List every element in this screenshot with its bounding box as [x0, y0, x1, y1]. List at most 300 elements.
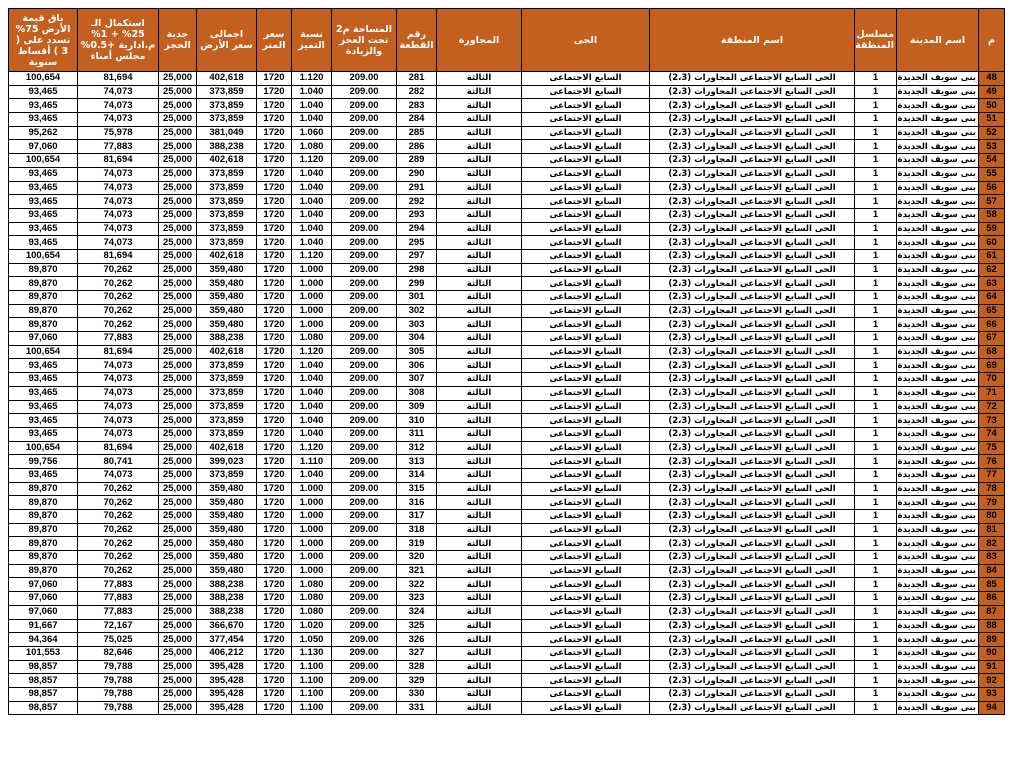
premium-rate-cell: 1.000 [292, 482, 332, 496]
zone-serial-cell: 1 [855, 249, 897, 263]
meter-price-cell: 1720 [257, 140, 292, 154]
city-cell: بنى سويف الجديدة [897, 277, 979, 291]
table-row [9, 551, 1005, 565]
meter-price-cell: 1720 [257, 619, 292, 633]
plot-number-cell: 302 [397, 304, 437, 318]
total-price-cell: 373,859 [197, 222, 257, 236]
table-row [9, 249, 1005, 263]
completion-cell: 77,883 [78, 140, 159, 154]
reservation-cell: 25,000 [159, 592, 197, 606]
neighborhood-cell: الثالثة [437, 208, 522, 222]
table-row [9, 263, 1005, 277]
neighborhood-cell: الثالثة [437, 318, 522, 332]
area-cell: 209.00 [332, 126, 397, 140]
premium-rate-cell: 1.080 [292, 605, 332, 619]
district-cell: السابع الاجتماعى [522, 510, 650, 524]
remaining-cell: 89,870 [9, 551, 78, 565]
reservation-cell: 25,000 [159, 674, 197, 688]
zone-cell: الحى السابع الاجتماعى المجاورات (2،3) [650, 441, 855, 455]
neighborhood-cell: الثالثة [437, 373, 522, 387]
table-row [9, 304, 1005, 318]
table-row [9, 277, 1005, 291]
table-row [9, 195, 1005, 209]
meter-price-cell: 1720 [257, 126, 292, 140]
completion-cell: 74,073 [78, 195, 159, 209]
zone-cell: الحى السابع الاجتماعى المجاورات (2،3) [650, 359, 855, 373]
land-price-table [8, 8, 1005, 715]
remaining-cell: 95,262 [9, 126, 78, 140]
neighborhood-cell: الثالثة [437, 646, 522, 660]
completion-cell: 70,262 [78, 496, 159, 510]
index-cell: 72 [979, 400, 1005, 414]
district-cell: السابع الاجتماعى [522, 523, 650, 537]
neighborhood-cell: الثالثة [437, 633, 522, 647]
district-cell: السابع الاجتماعى [522, 345, 650, 359]
zone-serial-cell: 1 [855, 551, 897, 565]
zone-cell: الحى السابع الاجتماعى المجاورات (2،3) [650, 222, 855, 236]
city-cell: بنى سويف الجديدة [897, 181, 979, 195]
plot-number-cell: 282 [397, 85, 437, 99]
remaining-cell: 93,465 [9, 113, 78, 127]
premium-rate-cell: 1.060 [292, 126, 332, 140]
table-row [9, 496, 1005, 510]
neighborhood-cell: الثالثة [437, 427, 522, 441]
district-cell: السابع الاجتماعى [522, 551, 650, 565]
total-price-cell: 395,428 [197, 660, 257, 674]
header-area: المساحة م2 تحت العجز والزيادة [332, 9, 397, 72]
zone-serial-cell: 1 [855, 236, 897, 250]
zone-cell: الحى السابع الاجتماعى المجاورات (2،3) [650, 510, 855, 524]
plot-number-cell: 322 [397, 578, 437, 592]
total-price-cell: 373,859 [197, 85, 257, 99]
premium-rate-cell: 1.040 [292, 167, 332, 181]
plot-number-cell: 315 [397, 482, 437, 496]
plot-number-cell: 289 [397, 154, 437, 168]
premium-rate-cell: 1.100 [292, 674, 332, 688]
zone-cell: الحى السابع الاجتماعى المجاورات (2،3) [650, 660, 855, 674]
remaining-cell: 97,060 [9, 592, 78, 606]
area-cell: 209.00 [332, 687, 397, 701]
district-cell: السابع الاجتماعى [522, 85, 650, 99]
premium-rate-cell: 1.040 [292, 195, 332, 209]
index-cell: 55 [979, 167, 1005, 181]
city-cell: بنى سويف الجديدة [897, 154, 979, 168]
table-row [9, 386, 1005, 400]
zone-cell: الحى السابع الاجتماعى المجاورات (2،3) [650, 551, 855, 565]
header-neighborhood: المجاورة [437, 9, 522, 72]
reservation-cell: 25,000 [159, 414, 197, 428]
premium-rate-cell: 1.000 [292, 304, 332, 318]
header-reservation: جدية الحجز [159, 9, 197, 72]
remaining-cell: 93,465 [9, 427, 78, 441]
reservation-cell: 25,000 [159, 304, 197, 318]
reservation-cell: 25,000 [159, 181, 197, 195]
district-cell: السابع الاجتماعى [522, 619, 650, 633]
plot-number-cell: 284 [397, 113, 437, 127]
area-cell: 209.00 [332, 291, 397, 305]
remaining-cell: 93,465 [9, 181, 78, 195]
neighborhood-cell: الثالثة [437, 263, 522, 277]
district-cell: السابع الاجتماعى [522, 455, 650, 469]
meter-price-cell: 1720 [257, 222, 292, 236]
remaining-cell: 93,465 [9, 222, 78, 236]
district-cell: السابع الاجتماعى [522, 72, 650, 86]
reservation-cell: 25,000 [159, 140, 197, 154]
district-cell: السابع الاجتماعى [522, 646, 650, 660]
plot-number-cell: 299 [397, 277, 437, 291]
meter-price-cell: 1720 [257, 113, 292, 127]
total-price-cell: 373,859 [197, 181, 257, 195]
meter-price-cell: 1720 [257, 85, 292, 99]
premium-rate-cell: 1.120 [292, 72, 332, 86]
remaining-cell: 89,870 [9, 291, 78, 305]
total-price-cell: 399,023 [197, 455, 257, 469]
zone-serial-cell: 1 [855, 126, 897, 140]
index-cell: 90 [979, 646, 1005, 660]
reservation-cell: 25,000 [159, 455, 197, 469]
area-cell: 209.00 [332, 72, 397, 86]
zone-serial-cell: 1 [855, 592, 897, 606]
index-cell: 86 [979, 592, 1005, 606]
city-cell: بنى سويف الجديدة [897, 592, 979, 606]
meter-price-cell: 1720 [257, 318, 292, 332]
premium-rate-cell: 1.000 [292, 537, 332, 551]
area-cell: 209.00 [332, 701, 397, 715]
premium-rate-cell: 1.000 [292, 277, 332, 291]
neighborhood-cell: الثالثة [437, 510, 522, 524]
zone-serial-cell: 1 [855, 400, 897, 414]
zone-cell: الحى السابع الاجتماعى المجاورات (2،3) [650, 181, 855, 195]
zone-cell: الحى السابع الاجتماعى المجاورات (2،3) [650, 291, 855, 305]
premium-rate-cell: 1.000 [292, 564, 332, 578]
reservation-cell: 25,000 [159, 222, 197, 236]
plot-number-cell: 325 [397, 619, 437, 633]
district-cell: السابع الاجتماعى [522, 441, 650, 455]
neighborhood-cell: الثالثة [437, 181, 522, 195]
completion-cell: 74,073 [78, 85, 159, 99]
area-cell: 209.00 [332, 427, 397, 441]
plot-number-cell: 311 [397, 427, 437, 441]
completion-cell: 77,883 [78, 592, 159, 606]
premium-rate-cell: 1.020 [292, 619, 332, 633]
city-cell: بنى سويف الجديدة [897, 441, 979, 455]
table-row [9, 592, 1005, 606]
table-row [9, 701, 1005, 715]
plot-number-cell: 331 [397, 701, 437, 715]
total-price-cell: 395,428 [197, 687, 257, 701]
remaining-cell: 93,465 [9, 373, 78, 387]
total-price-cell: 388,238 [197, 140, 257, 154]
remaining-cell: 89,870 [9, 482, 78, 496]
index-cell: 51 [979, 113, 1005, 127]
city-cell: بنى سويف الجديدة [897, 646, 979, 660]
premium-rate-cell: 1.000 [292, 318, 332, 332]
premium-rate-cell: 1.040 [292, 427, 332, 441]
reservation-cell: 25,000 [159, 249, 197, 263]
zone-serial-cell: 1 [855, 523, 897, 537]
city-cell: بنى سويف الجديدة [897, 208, 979, 222]
premium-rate-cell: 1.000 [292, 263, 332, 277]
reservation-cell: 25,000 [159, 482, 197, 496]
area-cell: 209.00 [332, 359, 397, 373]
premium-rate-cell: 1.040 [292, 386, 332, 400]
meter-price-cell: 1720 [257, 482, 292, 496]
total-price-cell: 373,859 [197, 208, 257, 222]
index-cell: 69 [979, 359, 1005, 373]
neighborhood-cell: الثالثة [437, 359, 522, 373]
area-cell: 209.00 [332, 646, 397, 660]
city-cell: بنى سويف الجديدة [897, 113, 979, 127]
zone-cell: الحى السابع الاجتماعى المجاورات (2،3) [650, 345, 855, 359]
zone-serial-cell: 1 [855, 537, 897, 551]
area-cell: 209.00 [332, 510, 397, 524]
completion-cell: 74,073 [78, 181, 159, 195]
index-cell: 67 [979, 332, 1005, 346]
total-price-cell: 373,859 [197, 468, 257, 482]
total-price-cell: 402,618 [197, 154, 257, 168]
city-cell: بنى سويف الجديدة [897, 85, 979, 99]
meter-price-cell: 1720 [257, 633, 292, 647]
district-cell: السابع الاجتماعى [522, 126, 650, 140]
area-cell: 209.00 [332, 551, 397, 565]
total-price-cell: 373,859 [197, 373, 257, 387]
completion-cell: 77,883 [78, 605, 159, 619]
table-row [9, 359, 1005, 373]
remaining-cell: 93,465 [9, 386, 78, 400]
completion-cell: 72,167 [78, 619, 159, 633]
reservation-cell: 25,000 [159, 195, 197, 209]
reservation-cell: 25,000 [159, 468, 197, 482]
city-cell: بنى سويف الجديدة [897, 687, 979, 701]
completion-cell: 74,073 [78, 468, 159, 482]
reservation-cell: 25,000 [159, 85, 197, 99]
index-cell: 93 [979, 687, 1005, 701]
remaining-cell: 89,870 [9, 537, 78, 551]
table-row [9, 674, 1005, 688]
index-cell: 56 [979, 181, 1005, 195]
premium-rate-cell: 1.120 [292, 441, 332, 455]
plot-number-cell: 305 [397, 345, 437, 359]
district-cell: السابع الاجتماعى [522, 277, 650, 291]
neighborhood-cell: الثالثة [437, 551, 522, 565]
neighborhood-cell: الثالثة [437, 701, 522, 715]
index-cell: 70 [979, 373, 1005, 387]
city-cell: بنى سويف الجديدة [897, 359, 979, 373]
city-cell: بنى سويف الجديدة [897, 523, 979, 537]
city-cell: بنى سويف الجديدة [897, 496, 979, 510]
neighborhood-cell: الثالثة [437, 578, 522, 592]
zone-cell: الحى السابع الاجتماعى المجاورات (2،3) [650, 619, 855, 633]
index-cell: 62 [979, 263, 1005, 277]
remaining-cell: 98,857 [9, 701, 78, 715]
area-cell: 209.00 [332, 660, 397, 674]
neighborhood-cell: الثالثة [437, 249, 522, 263]
remaining-cell: 101,553 [9, 646, 78, 660]
completion-cell: 75,025 [78, 633, 159, 647]
city-cell: بنى سويف الجديدة [897, 249, 979, 263]
area-cell: 209.00 [332, 674, 397, 688]
neighborhood-cell: الثالثة [437, 345, 522, 359]
zone-cell: الحى السابع الاجتماعى المجاورات (2،3) [650, 126, 855, 140]
meter-price-cell: 1720 [257, 537, 292, 551]
remaining-cell: 89,870 [9, 510, 78, 524]
neighborhood-cell: الثالثة [437, 304, 522, 318]
premium-rate-cell: 1.080 [292, 592, 332, 606]
premium-rate-cell: 1.080 [292, 140, 332, 154]
neighborhood-cell: الثالثة [437, 291, 522, 305]
completion-cell: 70,262 [78, 537, 159, 551]
district-cell: السابع الاجتماعى [522, 373, 650, 387]
meter-price-cell: 1720 [257, 154, 292, 168]
plot-number-cell: 327 [397, 646, 437, 660]
city-cell: بنى سويف الجديدة [897, 386, 979, 400]
plot-number-cell: 323 [397, 592, 437, 606]
premium-rate-cell: 1.040 [292, 222, 332, 236]
meter-price-cell: 1720 [257, 195, 292, 209]
district-cell: السابع الاجتماعى [522, 140, 650, 154]
total-price-cell: 359,480 [197, 537, 257, 551]
meter-price-cell: 1720 [257, 674, 292, 688]
total-price-cell: 366,670 [197, 619, 257, 633]
completion-cell: 75,978 [78, 126, 159, 140]
total-price-cell: 359,480 [197, 263, 257, 277]
zone-serial-cell: 1 [855, 359, 897, 373]
remaining-cell: 100,654 [9, 249, 78, 263]
reservation-cell: 25,000 [159, 386, 197, 400]
plot-number-cell: 313 [397, 455, 437, 469]
total-price-cell: 359,480 [197, 291, 257, 305]
meter-price-cell: 1720 [257, 263, 292, 277]
reservation-cell: 25,000 [159, 113, 197, 127]
neighborhood-cell: الثالثة [437, 482, 522, 496]
completion-cell: 74,073 [78, 359, 159, 373]
meter-price-cell: 1720 [257, 605, 292, 619]
table-row [9, 468, 1005, 482]
total-price-cell: 373,859 [197, 386, 257, 400]
table-row [9, 85, 1005, 99]
city-cell: بنى سويف الجديدة [897, 291, 979, 305]
meter-price-cell: 1720 [257, 701, 292, 715]
area-cell: 209.00 [332, 345, 397, 359]
area-cell: 209.00 [332, 304, 397, 318]
zone-cell: الحى السابع الاجتماعى المجاورات (2،3) [650, 414, 855, 428]
plot-number-cell: 304 [397, 332, 437, 346]
meter-price-cell: 1720 [257, 99, 292, 113]
neighborhood-cell: الثالثة [437, 99, 522, 113]
remaining-cell: 97,060 [9, 578, 78, 592]
plot-number-cell: 307 [397, 373, 437, 387]
area-cell: 209.00 [332, 85, 397, 99]
area-cell: 209.00 [332, 99, 397, 113]
meter-price-cell: 1720 [257, 660, 292, 674]
zone-cell: الحى السابع الاجتماعى المجاورات (2،3) [650, 113, 855, 127]
city-cell: بنى سويف الجديدة [897, 455, 979, 469]
neighborhood-cell: الثالثة [437, 537, 522, 551]
zone-serial-cell: 1 [855, 208, 897, 222]
completion-cell: 74,073 [78, 427, 159, 441]
reservation-cell: 25,000 [159, 154, 197, 168]
reservation-cell: 25,000 [159, 701, 197, 715]
zone-cell: الحى السابع الاجتماعى المجاورات (2،3) [650, 496, 855, 510]
completion-cell: 74,073 [78, 99, 159, 113]
completion-cell: 74,073 [78, 167, 159, 181]
neighborhood-cell: الثالثة [437, 605, 522, 619]
premium-rate-cell: 1.120 [292, 249, 332, 263]
district-cell: السابع الاجتماعى [522, 154, 650, 168]
city-cell: بنى سويف الجديدة [897, 660, 979, 674]
neighborhood-cell: الثالثة [437, 496, 522, 510]
total-price-cell: 359,480 [197, 551, 257, 565]
index-cell: 79 [979, 496, 1005, 510]
total-price-cell: 373,859 [197, 113, 257, 127]
reservation-cell: 25,000 [159, 427, 197, 441]
city-cell: بنى سويف الجديدة [897, 482, 979, 496]
meter-price-cell: 1720 [257, 523, 292, 537]
district-cell: السابع الاجتماعى [522, 427, 650, 441]
index-cell: 54 [979, 154, 1005, 168]
zone-cell: الحى السابع الاجتماعى المجاورات (2،3) [650, 674, 855, 688]
reservation-cell: 25,000 [159, 345, 197, 359]
premium-rate-cell: 1.040 [292, 414, 332, 428]
zone-serial-cell: 1 [855, 510, 897, 524]
plot-number-cell: 303 [397, 318, 437, 332]
premium-rate-cell: 1.040 [292, 468, 332, 482]
neighborhood-cell: الثالثة [437, 674, 522, 688]
remaining-cell: 93,465 [9, 400, 78, 414]
meter-price-cell: 1720 [257, 373, 292, 387]
premium-rate-cell: 1.050 [292, 633, 332, 647]
remaining-cell: 100,654 [9, 441, 78, 455]
area-cell: 209.00 [332, 605, 397, 619]
total-price-cell: 359,480 [197, 510, 257, 524]
zone-serial-cell: 1 [855, 222, 897, 236]
remaining-cell: 98,857 [9, 687, 78, 701]
district-cell: السابع الاجتماعى [522, 236, 650, 250]
area-cell: 209.00 [332, 386, 397, 400]
premium-rate-cell: 1.040 [292, 208, 332, 222]
meter-price-cell: 1720 [257, 400, 292, 414]
total-price-cell: 373,859 [197, 427, 257, 441]
total-price-cell: 402,618 [197, 441, 257, 455]
premium-rate-cell: 1.080 [292, 578, 332, 592]
neighborhood-cell: الثالثة [437, 523, 522, 537]
neighborhood-cell: الثالثة [437, 85, 522, 99]
reservation-cell: 25,000 [159, 619, 197, 633]
index-cell: 84 [979, 564, 1005, 578]
neighborhood-cell: الثالثة [437, 468, 522, 482]
total-price-cell: 395,428 [197, 701, 257, 715]
completion-cell: 74,073 [78, 222, 159, 236]
total-price-cell: 388,238 [197, 605, 257, 619]
total-price-cell: 377,454 [197, 633, 257, 647]
district-cell: السابع الاجتماعى [522, 222, 650, 236]
meter-price-cell: 1720 [257, 510, 292, 524]
remaining-cell: 89,870 [9, 318, 78, 332]
table-row [9, 564, 1005, 578]
meter-price-cell: 1720 [257, 359, 292, 373]
index-cell: 49 [979, 85, 1005, 99]
header-premium-rate: نسبة التميز [292, 9, 332, 72]
area-cell: 209.00 [332, 578, 397, 592]
meter-price-cell: 1720 [257, 592, 292, 606]
table-row [9, 578, 1005, 592]
completion-cell: 81,694 [78, 345, 159, 359]
city-cell: بنى سويف الجديدة [897, 701, 979, 715]
premium-rate-cell: 1.100 [292, 660, 332, 674]
table-row [9, 99, 1005, 113]
zone-cell: الحى السابع الاجتماعى المجاورات (2،3) [650, 605, 855, 619]
plot-number-cell: 317 [397, 510, 437, 524]
